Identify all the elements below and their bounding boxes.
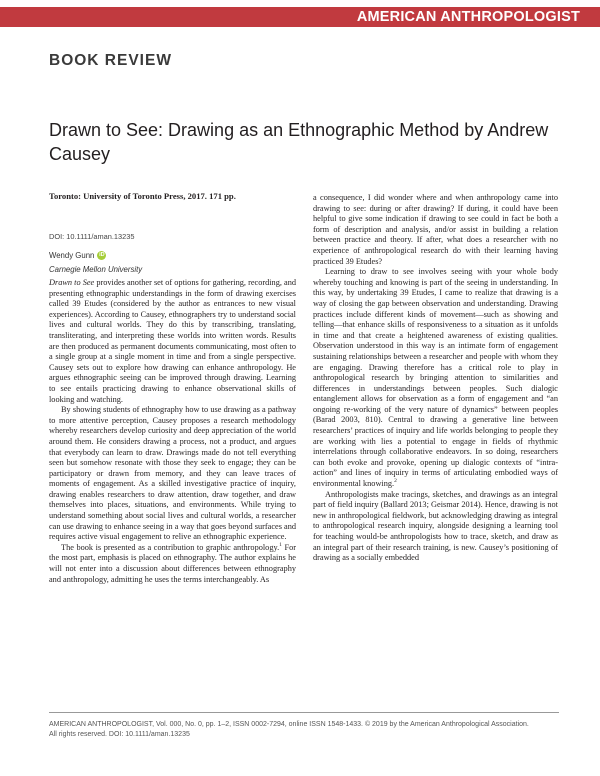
paragraph-4: a consequence, I did wonder where and when anthropology came into drawing to see: during or after drawing? If during, it could have been helpful to give some indication if drawing to see could in fact be both a form of description and analysis, and/or assist in building a relation between practice and theory. If after, what does a researcher with no experience of anthropological research do with their learning having practiced 39 Etudes? xyxy=(313,193,558,266)
journal-header-bar xyxy=(0,7,600,27)
article-title: Drawn to See: Drawing as an Ethnographic Method by Andrew Causey xyxy=(49,120,549,164)
paragraph-1 xyxy=(49,278,296,405)
paragraph-3-text-a: The book is presented as a contribution to graphic anthropology. xyxy=(61,542,280,552)
orcid-icon[interactable]: iD xyxy=(99,252,105,258)
paragraph-1-text: provides another set of options for gathering, recording, and presenting ethnographic understandings in the form of drawing exercises called 39 Etudes (considered by the author as entrances to new visual experiences). According to Causey, ethnographers try to understand social lives and cultural worlds. They do this by transcribing, translating, transliterating, and interpreting these worlds into written words. Results are then produced as permanent documents communicating, most often to a single group at a single moment in time and from a single perspective. Causey sets out to explore how drawing can enhance anthropology. He argues ethnographic seeing can be improved through drawing. Learning to see entails practicing drawing to enhance observational skills of looking and watching. xyxy=(49,278,297,404)
paragraph-2: By showing students of ethnography how to use drawing as a pathway to more attentive perception, Causey proposes a research methodology whereby researchers develop curiosity and deep appreciation of the world around them. He considers drawing a process, not a product, and argues that everybody can learn to draw. Drawings made do not tell everything seen but somehow resonate with those they seek to engage; they can be participatory or drawn from memory, and they can leave traces of moments of engagement. As a skilled investigative practice of inquiry, drawing enables researchers to draw attention, draw together, and draw themselves into places, situations, and environments. While trying to understand something about social lives and cultural worlds, a researcher can use drawing to enhance seeing in a way that goes beyond surfaces and requires active visual engagement to relive an ethnographic experience. xyxy=(49,405,296,542)
paragraph-5-text: Learning to draw to see involves seeing with your whole body whereby touching and knowing is part of the seeing in understanding. In this way, by undertaking 39 Etudes, I came to realize that drawing is a way of closing the gap between observation and understanding. Drawing practices include different kinds of movement—such as showing and telling—that enhance skills of responsiveness to a situation as it unfolds in time and that create a heightened awareness of existing qualities. Observation understood in this way is an intimate form of engagement sustaining relationships between a researcher and people with whom they are engaging. Drawing therefore has a critical role to play in anthropological research by bringing attention to similarities and differences in understandings between peoples. Such dialogic entanglement allows for observation as a form of engagement and “an ongoing re-working of the very nature of dynamics” between peoples (Barad 2003, 810). Central to drawing a generative line between researchers’ practices of inquiry and life worlds belonging to people they are working with lies a potential to engage in fields of rhythmic interrelations through collaborative endeavors. In so doing, researchers can both evoke and provoke, opening up dialogic contexts of “intra-action” and lines of inquiry in terms of articulating embodied ways of environmental knowing. xyxy=(313,267,558,489)
paragraph-3-text-b: For the most part, emphasis is placed on ethnography. The author explains he will not enter into a discussion about differences between ethnography and anthropology, admitting he uses the terms interchangeably. As xyxy=(49,542,296,584)
footer-rights: All rights reserved. DOI: 10.1111/aman.13235 xyxy=(49,731,190,738)
footnote-ref-1[interactable]: 1 xyxy=(279,542,282,549)
page-footer xyxy=(49,720,559,740)
body-column-left xyxy=(49,278,296,585)
book-title-italic: Drawn to See xyxy=(49,278,95,287)
author-affiliation: Carnegie Mellon University xyxy=(49,265,143,274)
journal-name: AMERICAN ANTHROPOLOGIST xyxy=(356,9,580,25)
footer-divider xyxy=(49,712,559,713)
publication-info: Toronto: University of Toronto Press, 2017. 171 pp. xyxy=(49,191,236,201)
paragraph-5 xyxy=(313,267,558,489)
paragraph-3 xyxy=(49,543,296,585)
body-column-right xyxy=(313,193,558,564)
paragraph-6: Anthropologists make tracings, sketches, and drawings as an integral part of field inquiry (Ballard 2013; Geismar 2014). Hence, drawing is not new in anthropological fieldwork, but acknowledging drawing as integral to anthropological research inquiry, alongside designing a learning tool for teaching would-be anthropologists how to trace, sketch, and draw as an integral part of their research training, is new. Causey’s positioning of drawing as a socially embedded xyxy=(313,489,558,563)
author-name: Wendy Gunn xyxy=(49,251,95,260)
footnote-ref-2[interactable]: 2 xyxy=(394,478,397,485)
section-label: BOOK REVIEW xyxy=(49,52,172,69)
footer-citation: AMERICAN ANTHROPOLOGIST, Vol. 000, No. 0, pp. 1–2, ISSN 0002-7294, online ISSN 1548-1433. © 2019 by the American Anthropological Association. xyxy=(49,721,529,728)
author-line xyxy=(49,251,106,260)
doi-text[interactable]: DOI: 10.1111/aman.13235 xyxy=(49,232,135,241)
